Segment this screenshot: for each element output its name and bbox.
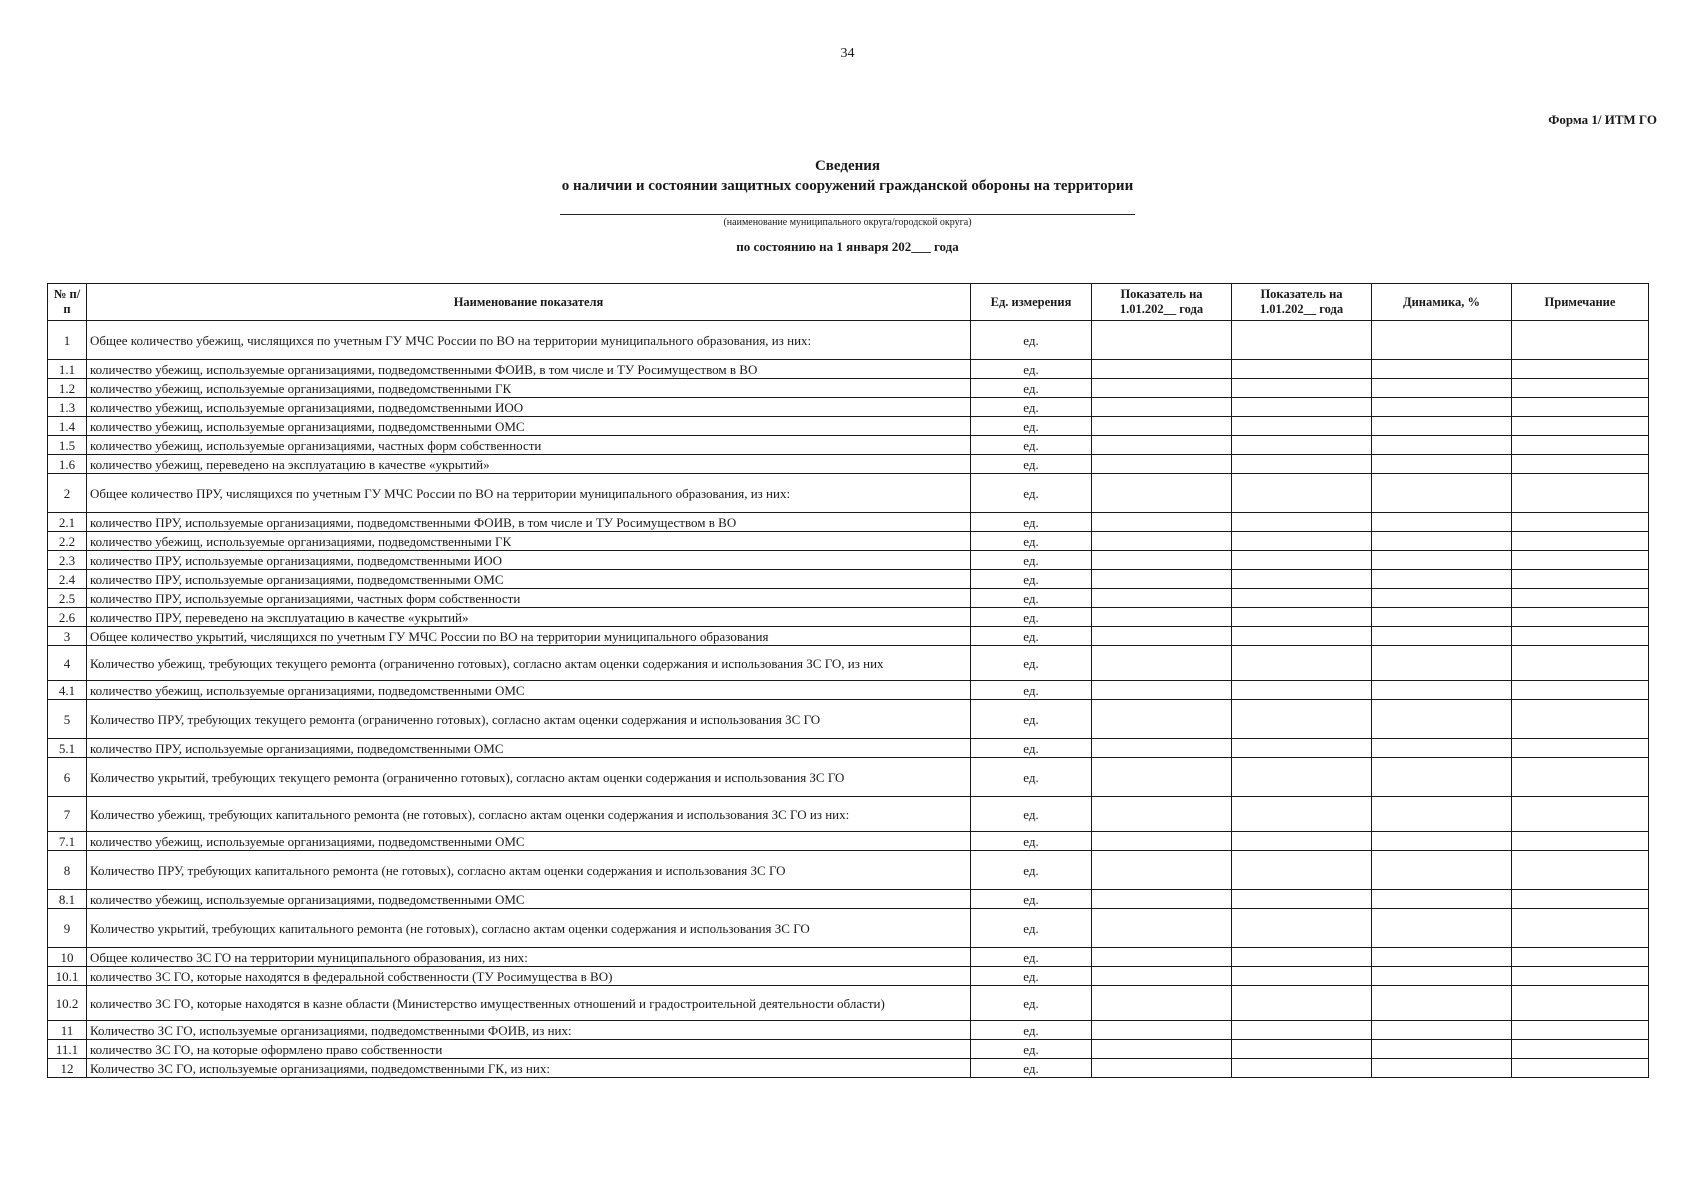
row-dynamics-cell[interactable] <box>1372 474 1512 513</box>
row-value1-cell[interactable] <box>1092 513 1232 532</box>
row-note-cell[interactable] <box>1512 360 1649 379</box>
table-row <box>48 513 1649 532</box>
row-note-cell[interactable] <box>1512 627 1649 646</box>
row-number: 4 <box>48 646 87 681</box>
row-dynamics-cell[interactable] <box>1372 797 1512 832</box>
row-indicator-name: количество убежищ, используемые организациями, подведомственными ОМС <box>87 681 971 700</box>
row-unit: ед. <box>971 589 1092 608</box>
row-value2-cell[interactable] <box>1232 608 1372 627</box>
row-dynamics-cell[interactable] <box>1372 627 1512 646</box>
row-value2-cell[interactable] <box>1232 1059 1372 1078</box>
header-note: Примечание <box>1512 284 1649 321</box>
row-note-cell[interactable] <box>1512 379 1649 398</box>
row-number: 4.1 <box>48 681 87 700</box>
table-row <box>48 360 1649 379</box>
row-indicator-name: Количество убежищ, требующих капитального ремонта (не готовых), согласно актам оценки содержания и использования ЗС ГО из них: <box>87 797 971 832</box>
row-unit: ед. <box>971 360 1092 379</box>
table-row <box>48 646 1649 681</box>
row-value1-cell[interactable] <box>1092 758 1232 797</box>
row-indicator-name: Общее количество укрытий, числящихся по учетным ГУ МЧС России по ВО на территории муниципального образования <box>87 627 971 646</box>
row-note-cell[interactable] <box>1512 436 1649 455</box>
row-note-cell[interactable] <box>1512 455 1649 474</box>
table-row <box>48 797 1649 832</box>
table-row <box>48 436 1649 455</box>
row-value1-cell[interactable] <box>1092 909 1232 948</box>
row-number: 1.2 <box>48 379 87 398</box>
row-value2-cell[interactable] <box>1232 513 1372 532</box>
row-dynamics-cell[interactable] <box>1372 967 1512 986</box>
row-note-cell[interactable] <box>1512 797 1649 832</box>
row-number: 5 <box>48 700 87 739</box>
table-row <box>48 851 1649 890</box>
row-dynamics-cell[interactable] <box>1372 1059 1512 1078</box>
row-value1-cell[interactable] <box>1092 321 1232 360</box>
row-note-cell[interactable] <box>1512 321 1649 360</box>
table-row <box>48 700 1649 739</box>
row-unit: ед. <box>971 890 1092 909</box>
row-note-cell[interactable] <box>1512 646 1649 681</box>
row-value1-cell[interactable] <box>1092 739 1232 758</box>
row-note-cell[interactable] <box>1512 700 1649 739</box>
row-number: 1.1 <box>48 360 87 379</box>
row-value2-cell[interactable] <box>1232 739 1372 758</box>
table-row <box>48 758 1649 797</box>
row-unit: ед. <box>971 551 1092 570</box>
row-dynamics-cell[interactable] <box>1372 986 1512 1021</box>
table-header-row <box>48 284 1649 321</box>
row-indicator-name: Количество укрытий, требующих капитального ремонта (не готовых), согласно актам оценки содержания и использования ЗС ГО <box>87 909 971 948</box>
row-unit: ед. <box>971 455 1092 474</box>
row-number: 10 <box>48 948 87 967</box>
row-value1-cell[interactable] <box>1092 360 1232 379</box>
row-number: 7.1 <box>48 832 87 851</box>
row-number: 9 <box>48 909 87 948</box>
row-dynamics-cell[interactable] <box>1372 321 1512 360</box>
row-value2-cell[interactable] <box>1232 1040 1372 1059</box>
row-indicator-name: количество убежищ, используемые организациями, подведомственными ОМС <box>87 417 971 436</box>
row-value2-cell[interactable] <box>1232 832 1372 851</box>
row-indicator-name: количество ПРУ, используемые организациями, подведомственными ФОИВ, в том числе и ТУ Росимуществом в ВО <box>87 513 971 532</box>
row-value1-cell[interactable] <box>1092 967 1232 986</box>
row-value1-cell[interactable] <box>1092 851 1232 890</box>
table-row <box>48 1021 1649 1040</box>
row-dynamics-cell[interactable] <box>1372 832 1512 851</box>
table-row <box>48 948 1649 967</box>
row-dynamics-cell[interactable] <box>1372 417 1512 436</box>
row-unit: ед. <box>971 646 1092 681</box>
row-note-cell[interactable] <box>1512 681 1649 700</box>
row-value1-cell[interactable] <box>1092 797 1232 832</box>
row-dynamics-cell[interactable] <box>1372 758 1512 797</box>
document-subtitle: о наличии и состоянии защитных сооружений гражданской обороны на территории <box>561 178 1134 194</box>
row-unit: ед. <box>971 797 1092 832</box>
row-indicator-name: количество ЗС ГО, которые находятся в федеральной собственности (ТУ Росимущества в ВО) <box>87 967 971 986</box>
row-value2-cell[interactable] <box>1232 570 1372 589</box>
row-unit: ед. <box>971 321 1092 360</box>
table-row <box>48 589 1649 608</box>
row-indicator-name: количество убежищ, переведено на эксплуатацию в качестве «укрытий» <box>87 455 971 474</box>
row-dynamics-cell[interactable] <box>1372 739 1512 758</box>
row-note-cell[interactable] <box>1512 909 1649 948</box>
row-value2-cell[interactable] <box>1232 758 1372 797</box>
row-dynamics-cell[interactable] <box>1372 890 1512 909</box>
table-row <box>48 909 1649 948</box>
row-dynamics-cell[interactable] <box>1372 681 1512 700</box>
row-value1-cell[interactable] <box>1092 700 1232 739</box>
table-row <box>48 321 1649 360</box>
table-row <box>48 1040 1649 1059</box>
document-title: Сведения <box>814 158 881 174</box>
table-row <box>48 627 1649 646</box>
row-value1-cell[interactable] <box>1092 532 1232 551</box>
row-note-cell[interactable] <box>1512 608 1649 627</box>
row-dynamics-cell[interactable] <box>1372 551 1512 570</box>
row-dynamics-cell[interactable] <box>1372 570 1512 589</box>
row-unit: ед. <box>971 700 1092 739</box>
row-value1-cell[interactable] <box>1092 608 1232 627</box>
header-value2: Показатель на 1.01.202__ года <box>1232 284 1372 321</box>
row-note-cell[interactable] <box>1512 1021 1649 1040</box>
row-indicator-name: количество ПРУ, используемые организациями, подведомственными ОМС <box>87 739 971 758</box>
row-unit: ед. <box>971 986 1092 1021</box>
row-value1-cell[interactable] <box>1092 436 1232 455</box>
table-row <box>48 455 1649 474</box>
row-indicator-name: Количество укрытий, требующих текущего ремонта (ограниченно готовых), согласно актам оценки содержания и использования ЗС ГО <box>87 758 971 797</box>
row-value2-cell[interactable] <box>1232 948 1372 967</box>
row-unit: ед. <box>971 832 1092 851</box>
row-value2-cell[interactable] <box>1232 851 1372 890</box>
row-unit: ед. <box>971 532 1092 551</box>
table-row <box>48 379 1649 398</box>
row-note-cell[interactable] <box>1512 532 1649 551</box>
row-indicator-name: количество ПРУ, используемые организациями, подведомственными ОМС <box>87 570 971 589</box>
row-note-cell[interactable] <box>1512 739 1649 758</box>
row-indicator-name: количество ПРУ, используемые организациями, подведомственными ИОО <box>87 551 971 570</box>
table-row <box>48 474 1649 513</box>
row-dynamics-cell[interactable] <box>1372 700 1512 739</box>
row-note-cell[interactable] <box>1512 851 1649 890</box>
row-unit: ед. <box>971 909 1092 948</box>
row-number: 8 <box>48 851 87 890</box>
row-number: 2 <box>48 474 87 513</box>
row-unit: ед. <box>971 417 1092 436</box>
row-number: 8.1 <box>48 890 87 909</box>
row-indicator-name: Количество ПРУ, требующих капитального ремонта (не готовых), согласно актам оценки содержания и использования ЗС ГО <box>87 851 971 890</box>
row-unit: ед. <box>971 513 1092 532</box>
header-unit: Ед. измерения <box>971 284 1092 321</box>
row-value2-cell[interactable] <box>1232 417 1372 436</box>
row-value2-cell[interactable] <box>1232 321 1372 360</box>
table-row <box>48 832 1649 851</box>
row-unit: ед. <box>971 1021 1092 1040</box>
row-number: 5.1 <box>48 739 87 758</box>
row-value1-cell[interactable] <box>1092 681 1232 700</box>
row-dynamics-cell[interactable] <box>1372 851 1512 890</box>
table-row <box>48 532 1649 551</box>
row-dynamics-cell[interactable] <box>1372 436 1512 455</box>
row-number: 3 <box>48 627 87 646</box>
row-indicator-name: количество убежищ, используемые организациями, подведомственными ИОО <box>87 398 971 417</box>
table-row <box>48 986 1649 1021</box>
row-value2-cell[interactable] <box>1232 627 1372 646</box>
table-row <box>48 608 1649 627</box>
row-dynamics-cell[interactable] <box>1372 532 1512 551</box>
row-value2-cell[interactable] <box>1232 986 1372 1021</box>
row-value1-cell[interactable] <box>1092 832 1232 851</box>
row-note-cell[interactable] <box>1512 986 1649 1021</box>
row-number: 1.6 <box>48 455 87 474</box>
table-row <box>48 398 1649 417</box>
row-dynamics-cell[interactable] <box>1372 948 1512 967</box>
row-dynamics-cell[interactable] <box>1372 398 1512 417</box>
row-value2-cell[interactable] <box>1232 909 1372 948</box>
table-row <box>48 570 1649 589</box>
row-number: 6 <box>48 758 87 797</box>
page-number: 34 <box>840 46 855 61</box>
row-note-cell[interactable] <box>1512 589 1649 608</box>
row-number: 2.3 <box>48 551 87 570</box>
row-indicator-name: количество ЗС ГО, на которые оформлено право собственности <box>87 1040 971 1059</box>
header-num: № п/п <box>48 284 87 321</box>
row-value1-cell[interactable] <box>1092 1059 1232 1078</box>
row-unit: ед. <box>971 379 1092 398</box>
row-note-cell[interactable] <box>1512 474 1649 513</box>
row-number: 2.2 <box>48 532 87 551</box>
row-number: 10.2 <box>48 986 87 1021</box>
row-unit: ед. <box>971 1040 1092 1059</box>
row-dynamics-cell[interactable] <box>1372 646 1512 681</box>
table-row <box>48 551 1649 570</box>
row-unit: ед. <box>971 1059 1092 1078</box>
header-value1: Показатель на 1.01.202__ года <box>1092 284 1232 321</box>
municipality-fill-line <box>560 214 1135 215</box>
row-number: 1.3 <box>48 398 87 417</box>
row-value1-cell[interactable] <box>1092 474 1232 513</box>
table-row <box>48 417 1649 436</box>
row-value2-cell[interactable] <box>1232 890 1372 909</box>
row-indicator-name: количество убежищ, используемые организациями, подведомственными ОМС <box>87 890 971 909</box>
row-value1-cell[interactable] <box>1092 1040 1232 1059</box>
header-name: Наименование показателя <box>87 284 971 321</box>
row-value2-cell[interactable] <box>1232 455 1372 474</box>
row-unit: ед. <box>971 967 1092 986</box>
row-indicator-name: количество убежищ, используемые организациями, частных форм собственности <box>87 436 971 455</box>
row-value2-cell[interactable] <box>1232 398 1372 417</box>
row-value2-cell[interactable] <box>1232 532 1372 551</box>
row-value2-cell[interactable] <box>1232 700 1372 739</box>
header-dynamics: Динамика, % <box>1372 284 1512 321</box>
row-number: 2.6 <box>48 608 87 627</box>
table-row <box>48 1059 1649 1078</box>
table-row <box>48 739 1649 758</box>
row-dynamics-cell[interactable] <box>1372 513 1512 532</box>
row-value2-cell[interactable] <box>1232 1021 1372 1040</box>
row-indicator-name: количество убежищ, используемые организациями, подведомственными ГК <box>87 379 971 398</box>
table-row <box>48 681 1649 700</box>
row-value2-cell[interactable] <box>1232 646 1372 681</box>
row-unit: ед. <box>971 739 1092 758</box>
row-value1-cell[interactable] <box>1092 890 1232 909</box>
row-unit: ед. <box>971 627 1092 646</box>
row-indicator-name: количество убежищ, используемые организациями, подведомственными ФОИВ, в том числе и ТУ Росимуществом в ВО <box>87 360 971 379</box>
row-indicator-name: Общее количество убежищ, числящихся по учетным ГУ МЧС России по ВО на территории муниципального образования, из них: <box>87 321 971 360</box>
row-number: 12 <box>48 1059 87 1078</box>
row-value1-cell[interactable] <box>1092 948 1232 967</box>
row-note-cell[interactable] <box>1512 551 1649 570</box>
row-note-cell[interactable] <box>1512 758 1649 797</box>
row-dynamics-cell[interactable] <box>1372 360 1512 379</box>
row-number: 11 <box>48 1021 87 1040</box>
row-indicator-name: количество убежищ, используемые организациями, подведомственными ГК <box>87 532 971 551</box>
row-indicator-name: количество ЗС ГО, которые находятся в казне области (Министерство имущественных отношений и градостроительной деятельности области) <box>87 986 971 1021</box>
row-note-cell[interactable] <box>1512 398 1649 417</box>
title-block <box>0 156 1695 255</box>
row-dynamics-cell[interactable] <box>1372 1021 1512 1040</box>
row-unit: ед. <box>971 851 1092 890</box>
row-number: 2.1 <box>48 513 87 532</box>
row-value1-cell[interactable] <box>1092 627 1232 646</box>
row-dynamics-cell[interactable] <box>1372 455 1512 474</box>
row-value1-cell[interactable] <box>1092 455 1232 474</box>
row-note-cell[interactable] <box>1512 570 1649 589</box>
row-dynamics-cell[interactable] <box>1372 1040 1512 1059</box>
row-value1-cell[interactable] <box>1092 986 1232 1021</box>
row-indicator-name: Количество убежищ, требующих текущего ремонта (ограниченно готовых), согласно актам оценки содержания и использования ЗС ГО, из них <box>87 646 971 681</box>
row-note-cell[interactable] <box>1512 1059 1649 1078</box>
row-value2-cell[interactable] <box>1232 681 1372 700</box>
row-value1-cell[interactable] <box>1092 646 1232 681</box>
row-indicator-name: количество убежищ, используемые организациями, подведомственными ОМС <box>87 832 971 851</box>
row-dynamics-cell[interactable] <box>1372 909 1512 948</box>
row-number: 2.5 <box>48 589 87 608</box>
row-unit: ед. <box>971 608 1092 627</box>
row-value1-cell[interactable] <box>1092 398 1232 417</box>
row-value1-cell[interactable] <box>1092 551 1232 570</box>
row-indicator-name: количество ПРУ, переведено на эксплуатацию в качестве «укрытий» <box>87 608 971 627</box>
row-value1-cell[interactable] <box>1092 589 1232 608</box>
row-value2-cell[interactable] <box>1232 360 1372 379</box>
municipality-caption: (наименование муниципального округа/городской округа) <box>723 217 972 228</box>
row-unit: ед. <box>971 758 1092 797</box>
row-indicator-name: Общее количество ЗС ГО на территории муниципального образования, из них: <box>87 948 971 967</box>
row-value2-cell[interactable] <box>1232 797 1372 832</box>
row-number: 1.4 <box>48 417 87 436</box>
table-body <box>48 321 1649 1078</box>
row-value1-cell[interactable] <box>1092 379 1232 398</box>
row-note-cell[interactable] <box>1512 417 1649 436</box>
row-value2-cell[interactable] <box>1232 379 1372 398</box>
row-number: 1 <box>48 321 87 360</box>
row-value1-cell[interactable] <box>1092 570 1232 589</box>
row-unit: ед. <box>971 948 1092 967</box>
row-dynamics-cell[interactable] <box>1372 379 1512 398</box>
row-value2-cell[interactable] <box>1232 967 1372 986</box>
row-unit: ед. <box>971 570 1092 589</box>
row-note-cell[interactable] <box>1512 513 1649 532</box>
row-number: 7 <box>48 797 87 832</box>
row-value2-cell[interactable] <box>1232 589 1372 608</box>
row-note-cell[interactable] <box>1512 967 1649 986</box>
row-note-cell[interactable] <box>1512 1040 1649 1059</box>
row-unit: ед. <box>971 436 1092 455</box>
row-number: 11.1 <box>48 1040 87 1059</box>
row-value2-cell[interactable] <box>1232 551 1372 570</box>
row-note-cell[interactable] <box>1512 832 1649 851</box>
row-value1-cell[interactable] <box>1092 1021 1232 1040</box>
row-dynamics-cell[interactable] <box>1372 608 1512 627</box>
row-indicator-name: Количество ЗС ГО, используемые организациями, подведомственными ФОИВ, из них: <box>87 1021 971 1040</box>
row-indicator-name: Общее количество ПРУ, числящихся по учетным ГУ МЧС России по ВО на территории муниципального образования, из них: <box>87 474 971 513</box>
row-number: 10.1 <box>48 967 87 986</box>
row-dynamics-cell[interactable] <box>1372 589 1512 608</box>
table-row <box>48 967 1649 986</box>
report-table <box>47 283 1649 1078</box>
row-unit: ед. <box>971 474 1092 513</box>
row-number: 2.4 <box>48 570 87 589</box>
row-indicator-name: количество ПРУ, используемые организациями, частных форм собственности <box>87 589 971 608</box>
row-value2-cell[interactable] <box>1232 474 1372 513</box>
table-row <box>48 890 1649 909</box>
form-code: Форма 1/ ИТМ ГО <box>1548 112 1657 127</box>
row-indicator-name: Количество ЗС ГО, используемые организациями, подведомственными ГК, из них: <box>87 1059 971 1078</box>
row-indicator-name: Количество ПРУ, требующих текущего ремонта (ограниченно готовых), согласно актам оценки содержания и использования ЗС ГО <box>87 700 971 739</box>
row-unit: ед. <box>971 681 1092 700</box>
row-value1-cell[interactable] <box>1092 417 1232 436</box>
row-number: 1.5 <box>48 436 87 455</box>
row-value2-cell[interactable] <box>1232 436 1372 455</box>
row-note-cell[interactable] <box>1512 948 1649 967</box>
row-unit: ед. <box>971 398 1092 417</box>
row-note-cell[interactable] <box>1512 890 1649 909</box>
report-date-line: по состоянию на 1 января 202___ года <box>736 239 959 254</box>
